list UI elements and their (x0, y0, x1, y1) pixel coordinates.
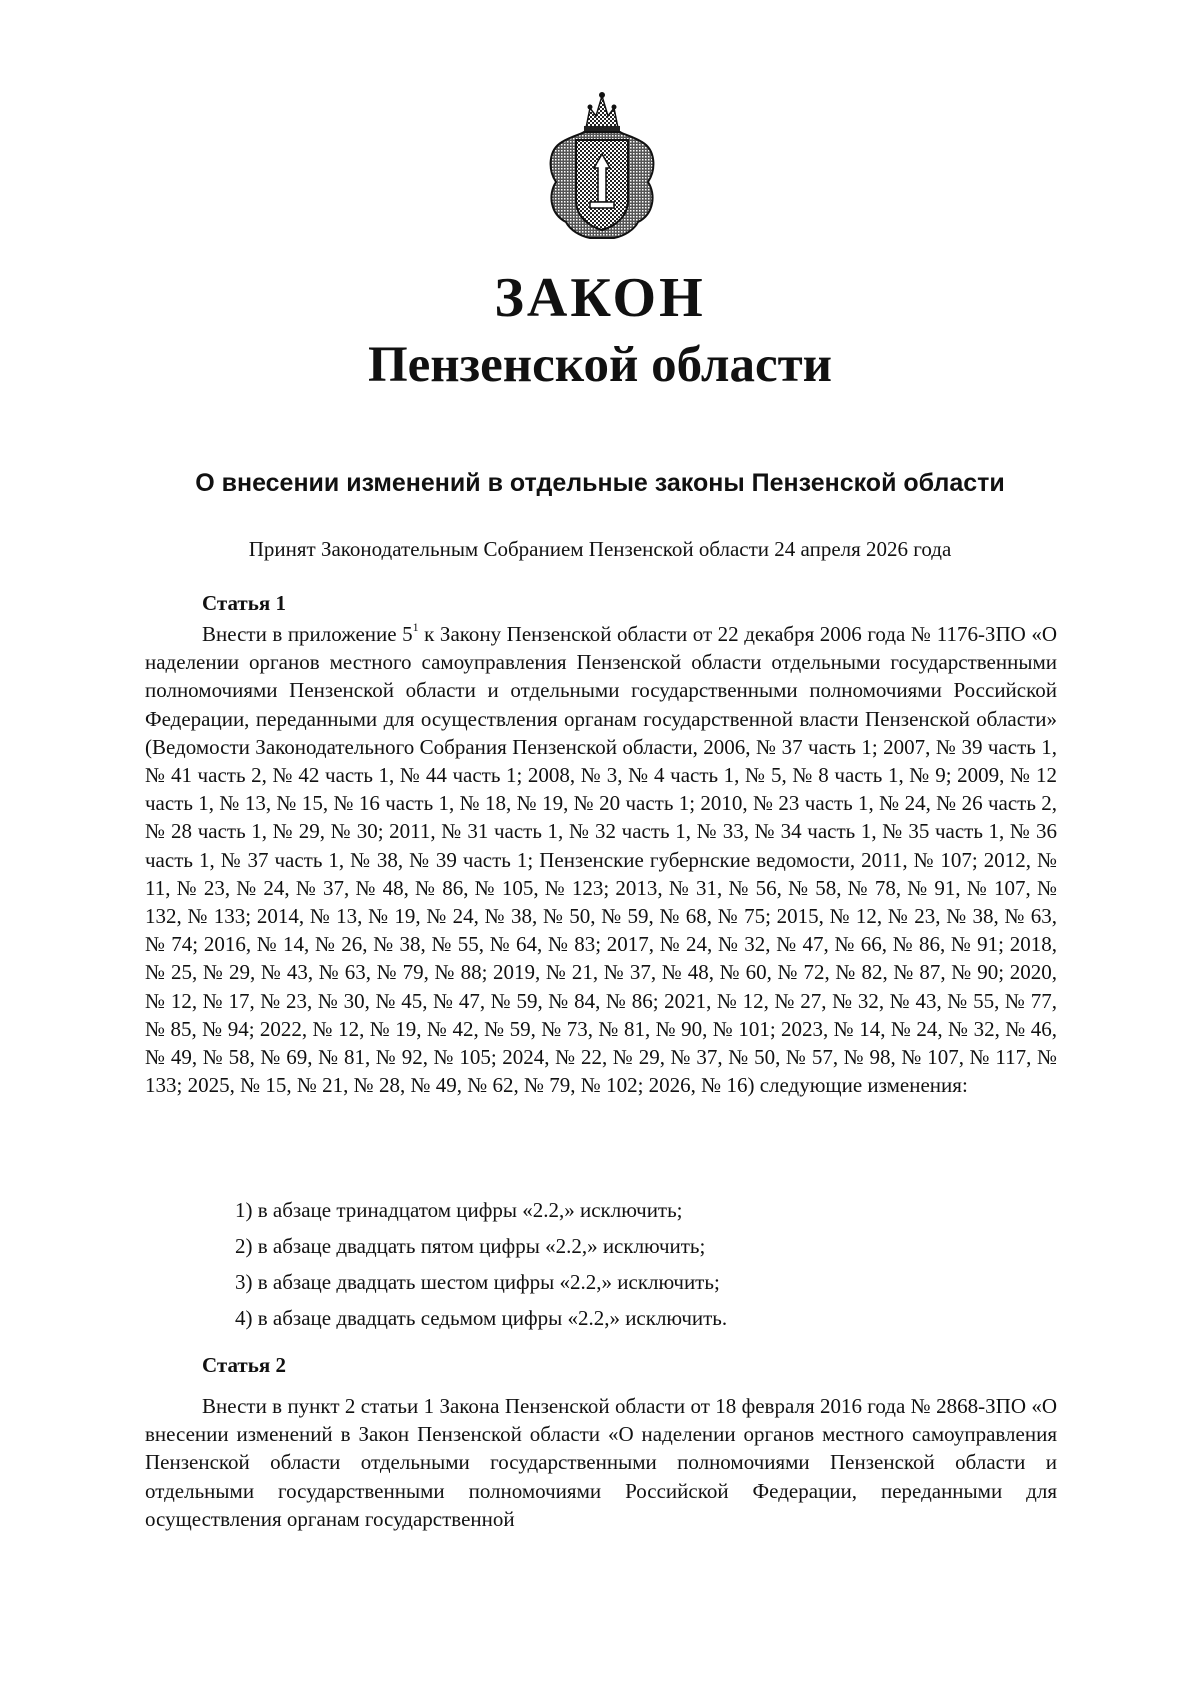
list-item: 2) в абзаце двадцать пятом цифры «2.2,» исключить; (235, 1234, 706, 1258)
list-item: 3) в абзаце двадцать шестом цифры «2.2,» исключить; (235, 1270, 720, 1294)
article-1-intro-rest: к Закону Пензенской области от 22 декабря 2006 года № 1176-ЗПО «О наделении органов местного самоуправления Пензенской области отдельными государственными полномочиями Пензенской области и отдельными государственными полномочиями Российской Федерации, переданными для осуществления органам государственной власти Пензенской области» (Ведомости Законодательного Собрания Пензенской области, 2006, № 37 часть 1; 2007, № 39 часть 1, № 41 часть 2, № 42 часть 1, № 44 часть 1; 2008, № 3, № 4 часть 1, № 5, № 8 часть 1, № 9; 2009, № 12 часть 1, № 13, № 15, № 16 часть 1, № 18, № 19, № 20 часть 1; 2010, № 23 часть 1, № 24, № 26 часть 2, № 28 часть 1, № 29, № 30; 2011, № 31 часть 1, № 32 часть 1, № 33, № 34 часть 1, № 35 часть 1, № 36 часть 1, № 37 часть 1, № 38, № 39 часть 1; Пензенские губернские ведомости, 2011, № 107; 2012, № 11, № 23, № 24, № 37, № 48, № 86, № 105, № 123; 2013, № 31, № 56, № 58, № 78, № 91, № 107, № 132, № 133; 2014, № 13, № 19, № 24, № 38, № 50, № 59, № 68, № 75; 2015, № 12, № 23, № 38, № 63, № 74; 2016, № 14, № 26, № 38, № 55, № 64, № 83; 2017, № 24, № 32, № 47, № 66, № 86, № 91; 2018, № 25, № 29, № 43, № 63, № 79, № 88; 2019, № 21, № 37, № 48, № 60, № 72, № 82, № 87, № 90; 2020, № 12, № 17, № 23, № 30, № 45, № 47, № 59, № 84, № 86; 2021, № 12, № 27, № 32, № 43, № 55, № 77, № 85, № 94; 2022, № 12, № 19, № 42, № 59, № 73, № 81, № 90, № 101; 2023, № 14, № 24, № 32, № 46, № 49, № 58, № 69, № 81, № 92, № 105; 2024, № 22, № 29, № 37, № 50, № 57, № 98, № 107, № 117, № 133; 2025, № 15, № 21, № 28, № 49, № 62, № 79, № 102; 2026, № 16) следующие изменения: (145, 622, 1057, 1098)
article-2-title: Статья 2 (202, 1353, 286, 1377)
article-1-paragraph (145, 620, 1057, 1099)
list-item: 4) в абзаце двадцать седьмом цифры «2.2,» исключить. (235, 1306, 728, 1330)
list-item: 1) в абзаце тринадцатом цифры «2.2,» исключить; (235, 1198, 683, 1222)
document-title: ЗАКОН (494, 267, 706, 329)
article-1-change-list (235, 1196, 727, 1340)
article-1-intro-start: Внести в приложение 5 (202, 622, 413, 646)
document-subtitle: Пензенской области (367, 337, 833, 393)
adoption-line: Принят Законодательным Собранием Пензенской области 24 апреля 2026 года (248, 537, 952, 561)
superscript: 1 (412, 620, 419, 634)
article-2-paragraph: Внести в пункт 2 статьи 1 Закона Пензенской области от 18 февраля 2016 года № 2868-ЗПО «О внесении изменений в Закон Пензенской области «О наделении органов местного самоуправления Пензенской области отдельными государственными полномочиями Пензенской области и отдельными государственными полномочиями Российской Федерации, переданными для осуществления органам государственной (145, 1394, 1057, 1531)
penza-oblast-coat-of-arms-icon (540, 90, 665, 240)
article-1-title: Статья 1 (202, 591, 286, 615)
law-heading: О внесении изменений в отдельные законы Пензенской области (195, 469, 1005, 497)
